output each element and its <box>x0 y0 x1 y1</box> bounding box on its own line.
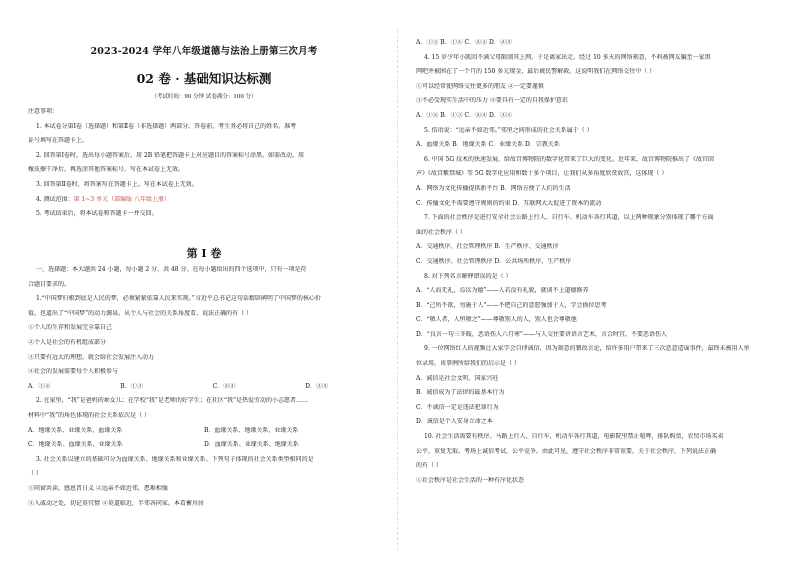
option: D．血缘关系、业缘关系、地缘关系 <box>204 441 299 449</box>
question-line: C．“敬人者，人恒敬之”——尊敬别人的人，别人也会尊敬他 <box>416 316 577 324</box>
question-line: ①个人的生存和发展完全靠自己 <box>28 324 113 332</box>
question-line: ③不必受现实生活中的压力 ④要具有一定的自我保护意识 <box>416 97 568 105</box>
question-line: 8. 对下列名言解释错误的是（ ） <box>424 272 512 280</box>
question-line: ①可以经常使网络交往更多的朋友 ②一定要谨慎 <box>416 82 544 90</box>
question-line: A．血缘关系 B．地缘关系 C．业缘关系 D．宗教关系 <box>416 141 560 149</box>
question-line: C．交通秩序、社会管理秩序 D．公共场所秩序、生产秩序 <box>416 257 572 265</box>
question-line: 3. 社会关系以建立的基础可分为血缘关系、地缘关系和业缘关系。下列句子体现的社会关系类型相同的是 <box>36 455 314 463</box>
question-line: 一、选择题：本大题共 24 小题，每小题 2 分，共 48 分。在每小题给出的四个选项中，只有一项是符 <box>36 266 307 273</box>
question-line: C．传播文化不需要遵守规则的约束 D．互联网大大促进了资本的流动 <box>416 199 602 207</box>
right-questions <box>416 39 768 485</box>
notes-line: 3. 回答第Ⅱ卷时，将答案写在答题卡上。写在本试卷上无效。 <box>36 180 198 188</box>
question-line: 声》《故宫紫禁城》等 5G 数字化应用和数十多个项目，让我们从多角度欣赏故宫，这体现（ ） <box>416 170 668 178</box>
notes-line: 橡皮擦干净后，再选涂其他答案标号。写在本试卷上无效。 <box>28 166 185 174</box>
question-line: 5. 俗语说：“远亲不如近邻。”邻里之间形成的社会关系属于（ ） <box>424 126 593 134</box>
notes-line: 证号填写在答题卡上。 <box>28 137 89 145</box>
question-line: ①社会秩序是社会生活的一种有序化状态 <box>416 476 525 484</box>
scope-highlight: 第 1~3 单元（部编版 八年级上册） <box>73 195 171 203</box>
question-line: ①同窗共读，感恩昔日义 ②远亲不如近邻，患难相恤 <box>28 484 168 492</box>
question-line: 的有（ ） <box>416 462 442 470</box>
question-line: C．不诚信一定是违法犯罪行为 <box>416 403 499 411</box>
question-line: ②个人是社会的有机组成部分 <box>28 338 107 346</box>
question-line: ③只要有远大的理想，就会给社会发展注入动力 <box>28 353 155 361</box>
q1-options <box>28 383 328 391</box>
scope-label: 4. 测试范围： <box>36 195 74 203</box>
column-divider <box>397 30 398 550</box>
question-line: 位录用。该事例所给我们的启示是（ ） <box>416 360 520 368</box>
question-line: A．“人而无礼，焉以为德”——人若没有礼貌，就谈不上道德修养 <box>416 287 589 295</box>
q2-options <box>28 427 380 435</box>
option: B．血缘关系、地缘关系、业缘关系 <box>204 426 299 434</box>
question-line: D．诚信是个人安身立命之本 <box>416 418 493 426</box>
question-line: A．诚信是社会文明、国家兴旺 <box>416 374 499 382</box>
question-line: 7. 下面的社会秩序是进行安全社会公路上行人、自行车、机动车各行其道，以上两种现象分别体现了哪个方面 <box>424 214 714 222</box>
question-line: ③入戚动之处，切记莫宜情 ④莫道临近，半邻各同家。本看蓄舟居 <box>28 499 204 507</box>
option: B．①③ <box>120 382 143 390</box>
notes-section <box>28 108 380 218</box>
question-line: 10. 社会生活需要有秩序。马路上行人、自行车、机动车各行其道，电影院里禁止喧哗，排队购票，农贸市场买卖 <box>424 433 724 441</box>
question-line: 1.“中国梦归根到底是人民的梦，必须紧紧依靠人民来实现。”习近平总书记这句话精辟阐明了中国梦的核心价 <box>36 295 321 303</box>
option: C．②④ <box>212 382 236 390</box>
question-line: B．“己所不欲，勿施于人”——不把自己的意愿强加于人，学会换位思考 <box>416 301 607 309</box>
question-line: ④社会的发展需要每个人积极参与 <box>28 368 119 376</box>
notes-line: 1. 本试卷分第Ⅰ卷（选择题）和第Ⅱ卷（非选择题）两部分。答卷前，考生务必将自己的姓名、准考 <box>36 122 297 130</box>
exam-info: （考试时间：90 分钟 试卷满分：100 分） <box>151 94 257 100</box>
question-line: A．①③ B．①④ C．②③ D．②④ <box>416 39 512 46</box>
question-line: 9. 一位网络红人的视频让大家学会自律诚信，因为刻意的篡改言论，给许多用户带来了三次恶意造谣事件，最终未被用人单 <box>424 345 750 353</box>
exam-subtitle: 02 卷 · 基础知识达标测 <box>136 71 272 86</box>
question-line: 网吧并被困在了一个月的 150 多元现金，最后被民警解救。这说明我们在网络交往中（ ） <box>416 68 656 76</box>
question-line: （ ） <box>28 470 42 478</box>
notes-line-scope <box>28 196 380 204</box>
option: D．③④ <box>305 382 328 390</box>
question-line: 合题目要求的。 <box>28 280 71 288</box>
question-line: A．①② B．①③ C．②④ D．③④ <box>416 111 512 119</box>
notes-heading: 注意事项： <box>28 108 59 115</box>
notes-line: 2. 回答第Ⅰ卷时，选出每小题答案后，用 2B 铅笔把答题卡上对应题目的答案标号涂黑。如需改动，用 <box>36 151 305 159</box>
question-line: A．交通秩序、社会管理秩序 B．生产秩序、交通秩序 <box>416 243 559 251</box>
question-line: B．诚信成为了法律的最基本行为 <box>416 389 505 397</box>
question-line: A．网络为文化传播提供新平台 B．网络方便了人们的生活 <box>416 184 571 192</box>
question-line: 2. 在家里，“我”是爸妈的乖女儿；在学校“我”是老师的好学生；在社区“我”是热爱劳动的小志愿者…… <box>36 397 309 405</box>
left-questions <box>28 266 380 508</box>
question-line: D．“良言一句三冬暖，恶语伤人六月寒”——与人交往要讲语言艺术，言合时宜，不要恶语伤人 <box>416 330 667 338</box>
question-line: 4. 15 岁少年小凯因不满父母限制其上网，于是离家出走。经过 10 多天的网络刻意，不料被网友骗至一家黑 <box>424 53 711 61</box>
volume-title: 第 Ⅰ 卷 <box>186 247 222 260</box>
notes-line: 5. 考试结束后，将本试卷和答题卡一并交回。 <box>36 210 158 218</box>
exam-title: 2023-2024 学年八年级道德与法治上册第三次月考 <box>90 46 318 57</box>
option: A．地缘关系、业缘关系、血缘关系 <box>28 426 123 434</box>
q2-options <box>28 441 380 449</box>
question-line: 值，也道出了“中国梦”的动力源泉。从个人与社会的关系角度看，说法正确的有（ ） <box>28 309 253 317</box>
option: A．①② <box>28 382 51 390</box>
question-line: 材料中“我”的角色体现的社会关系依次是（ ） <box>28 411 151 419</box>
option: C．地缘关系、血缘关系、业缘关系 <box>28 441 123 449</box>
question-line: 公平，重复无取。考场上诚信考试，公平竞争。由此可见，遵守社会秩序非常重要，关于社会秩序，下列说法正确 <box>416 447 717 455</box>
question-line: 6. 中国 5G 技术的快速发展，给故宫博物院的数字化带来了巨大的变化。近年来，故宫博物院推出了《故宫回 <box>424 155 715 163</box>
question-line: 面的社会秩序（ ） <box>416 228 466 236</box>
